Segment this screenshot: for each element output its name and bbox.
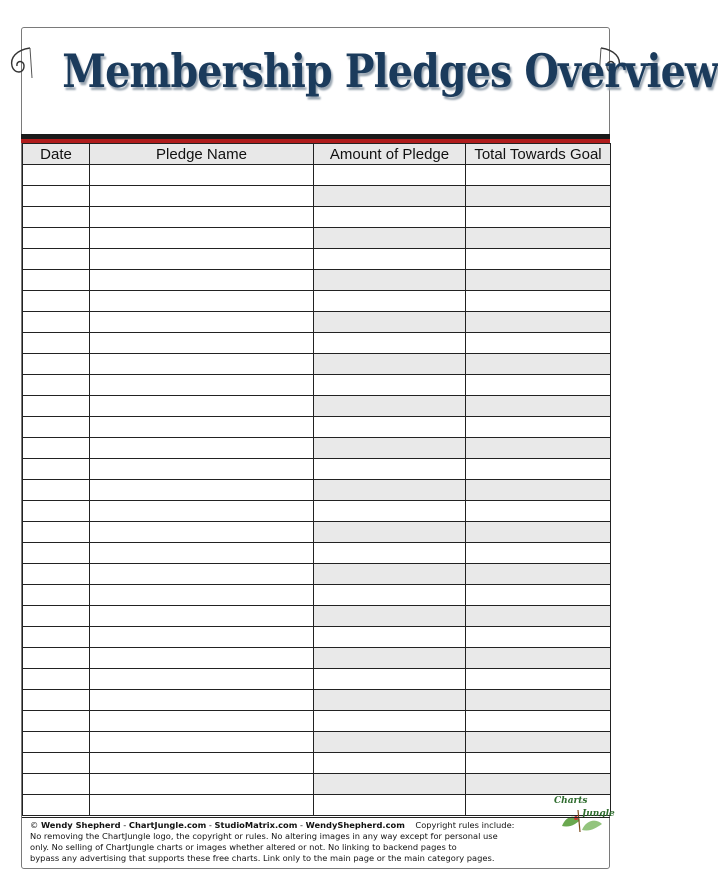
amount-cell[interactable] [314,732,466,753]
table-row [23,564,611,585]
date-cell[interactable] [23,333,90,354]
footer-site-studiomatrix: StudioMatrix.com [214,820,298,830]
table-row [23,438,611,459]
amount-cell[interactable] [314,165,466,186]
amount-cell[interactable] [314,186,466,207]
total-cell[interactable] [466,438,611,459]
total-cell[interactable] [466,711,611,732]
total-cell[interactable] [466,396,611,417]
pledge-name-cell[interactable] [90,669,314,690]
amount-cell[interactable] [314,627,466,648]
total-cell[interactable] [466,459,611,480]
amount-cell[interactable] [314,648,466,669]
pledge-name-cell[interactable] [90,543,314,564]
total-cell[interactable] [466,669,611,690]
logo-text-jungle: Jungle [582,809,615,819]
table-row [23,333,611,354]
footer-rules-intro: Copyright rules include: [415,820,515,830]
date-cell[interactable] [23,312,90,333]
date-cell[interactable] [23,417,90,438]
amount-cell[interactable] [314,291,466,312]
amount-cell[interactable] [314,438,466,459]
amount-cell[interactable] [314,207,466,228]
date-cell[interactable] [23,354,90,375]
pledge-name-cell[interactable] [90,606,314,627]
pledge-name-cell[interactable] [90,417,314,438]
amount-cell[interactable] [314,774,466,795]
pledge-name-cell[interactable] [90,333,314,354]
amount-cell[interactable] [314,564,466,585]
pledge-name-cell[interactable] [90,249,314,270]
amount-cell[interactable] [314,228,466,249]
total-cell[interactable] [466,543,611,564]
pledge-name-cell[interactable] [90,165,314,186]
pledge-name-cell[interactable] [90,732,314,753]
pledge-name-cell[interactable] [90,795,314,816]
table-row [23,711,611,732]
pledge-name-cell[interactable] [90,753,314,774]
date-cell[interactable] [23,480,90,501]
table-row [23,228,611,249]
amount-cell[interactable] [314,669,466,690]
table-row [23,732,611,753]
amount-cell[interactable] [314,501,466,522]
date-cell[interactable] [23,690,90,711]
footer-site-wendyshepherd: WendyShepherd.com [305,820,405,830]
date-cell[interactable] [23,249,90,270]
amount-cell[interactable] [314,606,466,627]
table-row [23,375,611,396]
page-title: Membership Pledges Overview [62,44,718,98]
pledge-name-cell[interactable] [90,186,314,207]
footer-rules-line-3: bypass any advertising that supports these free charts. Link only to the main page or the main category pages. [30,853,495,863]
amount-cell[interactable] [314,543,466,564]
pledge-name-cell[interactable] [90,270,314,291]
pledge-name-cell[interactable] [90,312,314,333]
total-cell[interactable] [466,648,611,669]
total-cell[interactable] [466,753,611,774]
pledge-name-cell[interactable] [90,648,314,669]
footer-credits-line: © Wendy Shepherd - ChartJungle.com - StudioMatrix.com - WendyShepherd.com Copyright rules include: [30,820,515,830]
table-row [23,522,611,543]
amount-cell[interactable] [314,249,466,270]
total-cell[interactable] [466,270,611,291]
total-cell[interactable] [466,228,611,249]
amount-cell[interactable] [314,522,466,543]
table-row [23,354,611,375]
date-cell[interactable] [23,375,90,396]
table-row [23,795,611,816]
amount-cell[interactable] [314,354,466,375]
total-cell[interactable] [466,186,611,207]
footer-copyright [22,817,610,868]
pledge-name-cell[interactable] [90,375,314,396]
amount-cell[interactable] [314,690,466,711]
table-row [23,312,611,333]
footer-author: Wendy Shepherd [40,820,121,830]
column-header-amount: Amount of Pledge [314,144,466,165]
pledge-name-cell[interactable] [90,585,314,606]
amount-cell[interactable] [314,417,466,438]
date-cell[interactable] [23,669,90,690]
logo-text-charts: Charts [554,796,588,806]
table-row [23,627,611,648]
footer-site-chartjungle: ChartJungle.com [128,820,207,830]
pledge-name-cell[interactable] [90,627,314,648]
table-row [23,291,611,312]
pledge-name-cell[interactable] [90,774,314,795]
pledge-name-cell[interactable] [90,438,314,459]
copyright-symbol: © [30,820,39,830]
date-cell[interactable] [23,459,90,480]
table-row [23,774,611,795]
table-row [23,417,611,438]
table-row [23,249,611,270]
amount-cell[interactable] [314,375,466,396]
total-cell[interactable] [466,291,611,312]
amount-cell[interactable] [314,753,466,774]
date-cell[interactable] [23,753,90,774]
table-row [23,690,611,711]
total-cell[interactable] [466,522,611,543]
footer-rules-line-2: only. No selling of ChartJungle charts or images whether altered or not. No linking to backend pages to [30,842,457,852]
date-cell[interactable] [23,291,90,312]
date-cell[interactable] [23,228,90,249]
table-row [23,669,611,690]
total-cell[interactable] [466,774,611,795]
pledge-name-cell[interactable] [90,459,314,480]
pledge-name-cell[interactable] [90,396,314,417]
date-cell[interactable] [23,270,90,291]
pledge-name-cell[interactable] [90,207,314,228]
total-cell[interactable] [466,375,611,396]
table-row [23,753,611,774]
date-cell[interactable] [23,396,90,417]
amount-cell[interactable] [314,270,466,291]
total-cell[interactable] [466,249,611,270]
amount-cell[interactable] [314,396,466,417]
amount-cell[interactable] [314,459,466,480]
header-row [23,144,611,165]
table-row [23,606,611,627]
pledge-name-cell[interactable] [90,228,314,249]
amount-cell[interactable] [314,585,466,606]
date-cell[interactable] [23,207,90,228]
column-header-pledge-name: Pledge Name [90,144,314,165]
total-cell[interactable] [466,501,611,522]
total-cell[interactable] [466,732,611,753]
date-cell[interactable] [23,522,90,543]
column-header-date: Date [23,144,90,165]
table-row [23,186,611,207]
date-cell[interactable] [23,543,90,564]
table-row [23,480,611,501]
date-cell[interactable] [23,585,90,606]
pledge-name-cell[interactable] [90,564,314,585]
table-row [23,501,611,522]
amount-cell[interactable] [314,795,466,816]
table-row [23,207,611,228]
table-row [23,648,611,669]
date-cell[interactable] [23,438,90,459]
date-cell[interactable] [23,627,90,648]
date-cell[interactable] [23,774,90,795]
table-body [23,165,611,816]
pledge-table [22,143,611,816]
date-cell[interactable] [23,564,90,585]
date-cell[interactable] [23,165,90,186]
amount-cell[interactable] [314,480,466,501]
date-cell[interactable] [23,606,90,627]
total-cell[interactable] [466,417,611,438]
pledge-name-cell[interactable] [90,291,314,312]
date-cell[interactable] [23,732,90,753]
total-cell[interactable] [466,354,611,375]
date-cell[interactable] [23,501,90,522]
table-row [23,396,611,417]
date-cell[interactable] [23,711,90,732]
table-row [23,165,611,186]
table-row [23,459,611,480]
column-header-total: Total Towards Goal [466,144,611,165]
total-cell[interactable] [466,480,611,501]
pledge-name-cell[interactable] [90,522,314,543]
table-row [23,270,611,291]
pledge-name-cell[interactable] [90,501,314,522]
total-cell[interactable] [466,606,611,627]
amount-cell[interactable] [314,333,466,354]
total-cell[interactable] [466,627,611,648]
total-cell[interactable] [466,165,611,186]
pledge-name-cell[interactable] [90,354,314,375]
amount-cell[interactable] [314,312,466,333]
table-row [23,543,611,564]
total-cell[interactable] [466,564,611,585]
date-cell[interactable] [23,186,90,207]
total-cell[interactable] [466,312,611,333]
amount-cell[interactable] [314,711,466,732]
table-row [23,585,611,606]
pledge-name-cell[interactable] [90,711,314,732]
total-cell[interactable] [466,585,611,606]
pledge-name-cell[interactable] [90,690,314,711]
date-cell[interactable] [23,648,90,669]
total-cell[interactable] [466,207,611,228]
total-cell[interactable] [466,690,611,711]
total-cell[interactable] [466,333,611,354]
footer-rules-line-1: No removing the ChartJungle logo, the copyright or rules. No altering images in any way except for personal use [30,831,498,841]
pledge-name-cell[interactable] [90,480,314,501]
scroll-curl-left-icon [6,44,34,80]
date-cell[interactable] [23,795,90,816]
